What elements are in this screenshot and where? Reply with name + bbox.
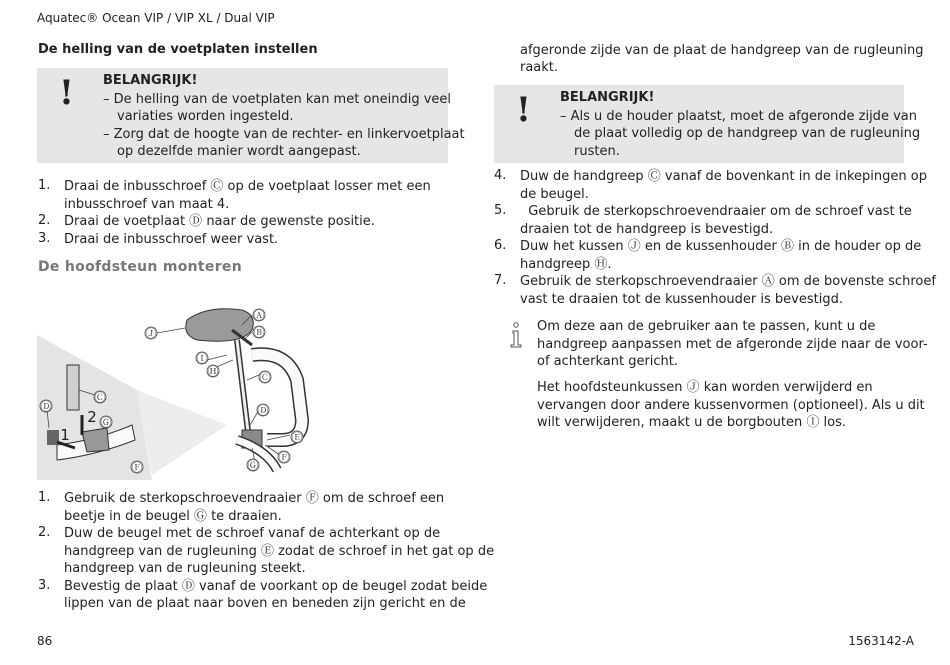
continued-text: raakt. <box>520 60 559 75</box>
exclamation-icon: ! <box>59 73 74 113</box>
exclamation-icon: ! <box>516 90 531 130</box>
info-paragraph-1 <box>537 318 928 371</box>
list-item <box>494 203 912 238</box>
figure-label: Ⓐ <box>253 309 265 322</box>
important-line: variaties worden ingesteld. <box>117 109 294 124</box>
step-number: 2. <box>38 525 51 540</box>
important-line: – De helling van de voetplaten kan met oneindig veel <box>103 92 452 107</box>
list-item <box>38 231 448 249</box>
subheading: De hoofdsteun monteren <box>38 259 242 275</box>
figure-label: Ⓓ <box>257 404 269 417</box>
step-text: Gebruik de sterkopschroevendraaier Ⓐ om de bovenste schroef <box>520 274 936 289</box>
step-number: 3. <box>38 577 51 593</box>
info-paragraph-2 <box>537 379 925 432</box>
step-text: Gebruik de sterkopschroevendraaier Ⓕ om de schroef een <box>64 491 445 506</box>
step-text: Duw het kussen Ⓙ en de kussenhouder Ⓑ in de houder op de <box>520 239 922 254</box>
step-text: draaien tot de handgreep is bevestigd. <box>520 221 774 237</box>
step-text: handgreep van de rugleuning Ⓔ zodat de schroef in het gat op de <box>64 543 495 559</box>
step-text: Duw de beugel met de schroef vanaf de achterkant op de <box>64 526 441 541</box>
list-item <box>494 273 936 308</box>
figure-label: Ⓕ <box>131 461 143 474</box>
steps-list-2 <box>38 490 495 613</box>
important-line: rusten. <box>574 144 620 159</box>
step-text: Draai de inbusschroef Ⓒ op de voetplaat losser met een <box>64 179 431 194</box>
list-item <box>38 178 448 213</box>
step-number: 1. <box>38 178 51 193</box>
figure-label: 1 <box>60 426 70 444</box>
step-text: de beugel. <box>520 186 589 202</box>
important-line: – Zorg dat de hoogte van de rechter- en linkervoetplaat <box>103 127 465 142</box>
step-number: 6. <box>494 238 507 253</box>
figure-label: Ⓖ <box>100 416 112 429</box>
step-text: handgreep van de rugleuning steekt. <box>64 561 306 576</box>
figure-label: Ⓒ <box>259 371 271 384</box>
list-item <box>38 577 488 613</box>
figure-label: Ⓓ <box>40 400 52 413</box>
info-text: handgreep aanpassen met de afgeronde zijde naar de voor- <box>537 336 928 352</box>
page-number: 86 <box>37 634 53 648</box>
important-box-right <box>494 85 921 163</box>
info-icon <box>509 321 523 349</box>
info-text: vervangen door andere kussenvormen (optioneel). Als u dit <box>537 397 925 413</box>
list-item <box>494 238 922 273</box>
step-text: Duw de handgreep Ⓒ vanaf de bovenkant in de inkepingen op <box>520 169 927 184</box>
list-item <box>38 490 453 525</box>
figure-label: Ⓖ <box>247 459 259 472</box>
step-text: beetje in de beugel Ⓖ te draaien. <box>64 508 282 524</box>
important-line: op dezelfde manier wordt aangepast. <box>117 144 361 159</box>
step-text: vast te draaien tot de kussenhouder is bevestigd. <box>520 291 843 307</box>
info-text: Om deze aan de gebruiker aan te passen, kunt u de <box>537 319 876 334</box>
document-code: 1563142-A <box>848 634 914 648</box>
list-item <box>494 168 927 203</box>
step-number: 5. <box>494 203 507 218</box>
step-number: 4. <box>494 168 507 183</box>
step-text: Draai de inbusschroef weer vast. <box>64 231 279 247</box>
steps-list-3 <box>494 168 936 308</box>
figure-label: Ⓙ <box>145 327 157 340</box>
step-number: 7. <box>494 273 507 288</box>
headrest-assembly-illustration <box>37 300 312 480</box>
section-heading: De helling van de voetplaten instellen <box>38 42 318 57</box>
figure-label: Ⓑ <box>253 326 265 339</box>
list-item <box>38 213 448 231</box>
important-line: – Als u de houder plaatst, moet de afgeronde zijde van <box>560 109 917 124</box>
figure-label: Ⓕ <box>278 451 290 464</box>
figure-label: 2 <box>87 408 97 426</box>
info-text: wilt verwijderen, maakt u de borgbouten Ⓘ los. <box>537 415 846 430</box>
step-number: 1. <box>38 490 51 505</box>
figure-label: Ⓘ <box>196 352 208 365</box>
step-number: 2. <box>38 213 51 228</box>
important-line: de plaat volledig op de handgreep van de rugleuning <box>574 126 921 141</box>
step-text: Bevestig de plaat Ⓓ vanaf de voorkant op de beugel zodat beide <box>64 578 488 594</box>
running-header: Aquatec® Ocean VIP / VIP XL / Dual VIP <box>37 11 275 25</box>
step-text: inbusschroef van maat 4. <box>64 196 230 212</box>
figure-label: Ⓒ <box>94 391 106 404</box>
figure-label: Ⓔ <box>291 431 303 444</box>
step-text: Draai de voetplaat Ⓓ naar de gewenste positie. <box>64 214 375 229</box>
step-text: lippen van de plaat naar boven en beneden zijn gericht en de <box>64 596 466 611</box>
step-number: 3. <box>38 230 51 246</box>
info-text: Het hoofdsteunkussen Ⓙ kan worden verwijderd en <box>537 380 873 395</box>
steps-list-1 <box>38 178 448 248</box>
info-text: of achterkant gericht. <box>537 354 679 369</box>
step-text: Gebruik de sterkopschroevendraaier om de schroef vast te <box>520 204 912 219</box>
step-text: handgreep Ⓗ. <box>520 256 612 272</box>
important-box-left <box>37 68 465 163</box>
important-title: BELANGRIJK! <box>103 73 198 88</box>
list-item <box>38 525 495 578</box>
figure-label: Ⓗ <box>207 365 219 378</box>
important-title: BELANGRIJK! <box>560 90 655 105</box>
continued-text: afgeronde zijde van de plaat de handgreep van de rugleuning <box>520 43 924 58</box>
